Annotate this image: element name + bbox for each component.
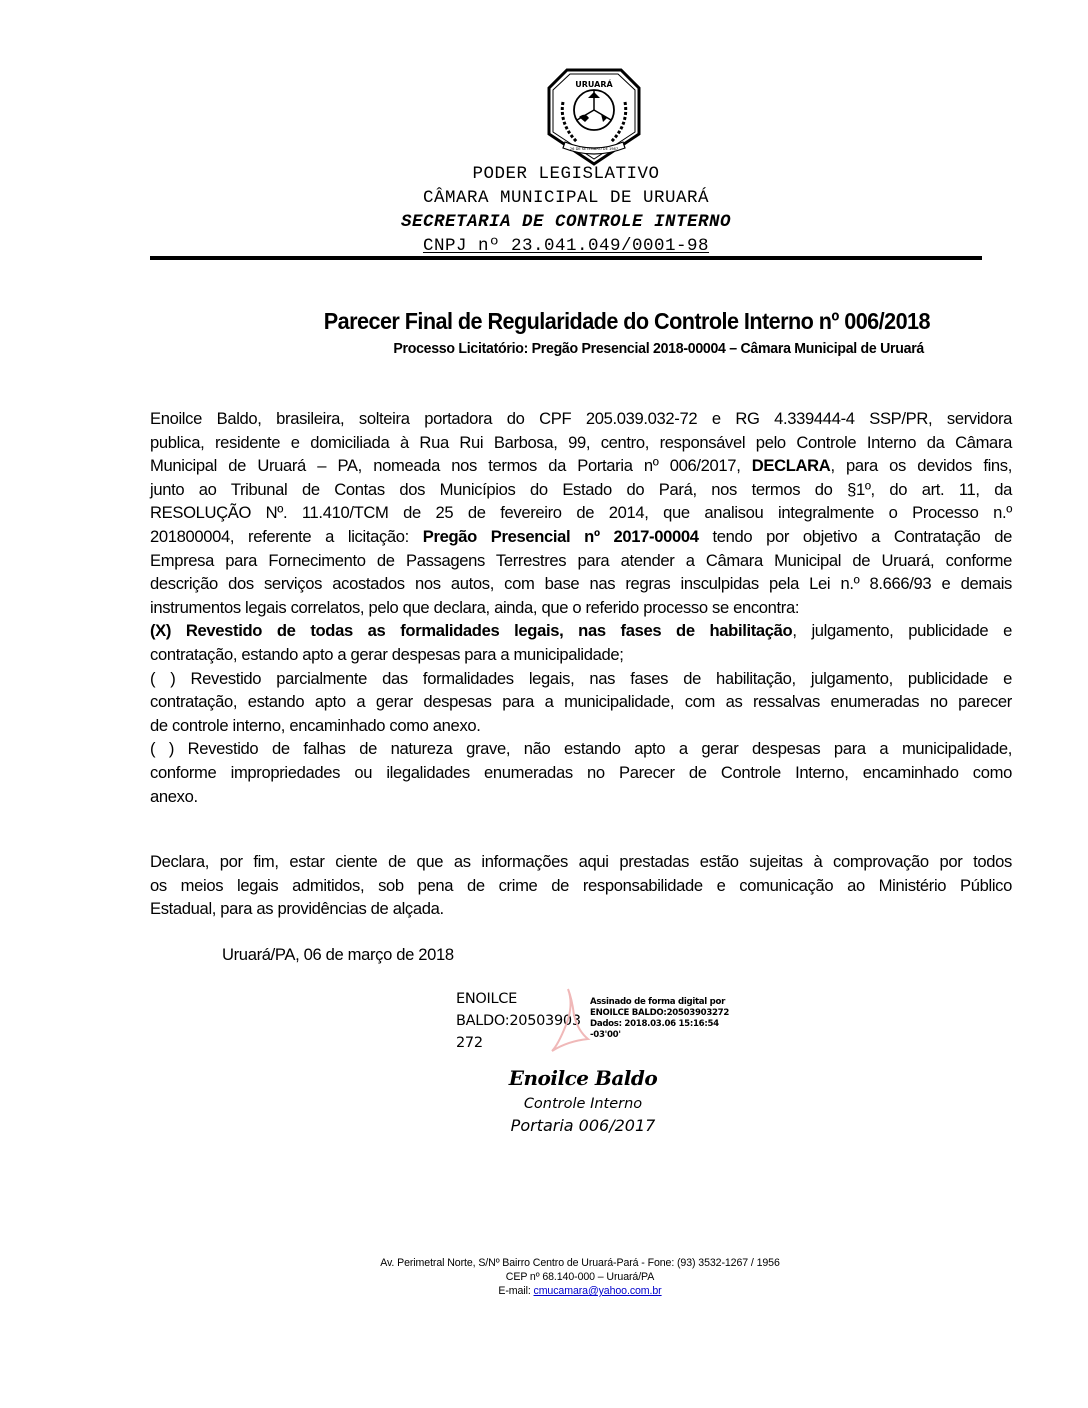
text-line (150, 501, 1012, 525)
signer-role: Controle Interno (523, 1096, 643, 1112)
text-line (150, 407, 1012, 431)
header-institution: CÂMARA MUNICIPAL DE URUARÁ (422, 188, 710, 208)
header-branch: PODER LEGISLATIVO (472, 164, 660, 184)
footer-cep: CEP nº 68.140-000 – Uruará/PA (505, 1271, 655, 1283)
municipal-crest-icon (541, 62, 647, 168)
text-line (150, 572, 1012, 596)
text-segment: anexo. (150, 786, 198, 806)
digital-signature-details (590, 997, 729, 1041)
text-line (150, 850, 1012, 874)
text-line (150, 714, 1012, 738)
option-partial (150, 667, 1012, 738)
document-subtitle: Processo Licitatório: Pregão Presencial 2018-00004 – Câmara Municipal de Uruará (393, 340, 925, 357)
text-segment: , julgamento, publicidade e (792, 621, 1012, 641)
text-segment: de controle interno, encaminhado como anexo. (150, 715, 481, 735)
declaration-paragraph (150, 407, 1012, 808)
closing-text (150, 850, 1012, 921)
crest-label: URUARÁ (575, 80, 613, 89)
crest-ribbon-text: 26 DE SETEMBRO DE 1987 (569, 147, 619, 151)
document-title: Parecer Final de Regularidade do Controle Interno nº 006/2018 (323, 308, 930, 334)
bold-text: (X) Revestido de todas as formalidades legais, nas fases de habilitação (150, 621, 793, 641)
text-line (150, 737, 1012, 761)
text-segment: Declara, por fim, estar ciente de que as informações aqui prestadas estão sujeitas à comprovação por todos (150, 852, 1012, 871)
text-line (150, 761, 1012, 785)
text-line (150, 874, 1012, 898)
text-line (150, 667, 1012, 691)
sig-detail-line: Assinado de forma digital por (590, 997, 726, 1007)
text-segment: RESOLUÇÃO Nº. 11.410/TCM de 25 de fevereiro de 2014, que analisou integralmente o Processo n.º (150, 503, 1012, 523)
text-segment: contratação, estando apto a gerar despesas para a municipalidade; (150, 644, 624, 664)
text-segment: Municipal de Uruará – PA, nomeada nos termos da Portaria nº 006/2017, (150, 456, 752, 476)
text-segment: , para os devidos fins, (830, 456, 1012, 476)
text-line (150, 643, 1012, 667)
text-segment: Enoilce Baldo, brasileira, solteira portadora do CPF 205.039.032-72 e RG 4.339444-4 SSP/PR, servidora (150, 409, 1012, 428)
footer-address: Av. Perimetral Norte, S/Nº Bairro Centro de Uruará-Pará - Fone: (93) 3532-1267 / 1956 (380, 1257, 780, 1269)
closing-paragraph (150, 850, 1012, 921)
text-line (150, 596, 1012, 620)
text-segment: instrumentos legais correlatos, pelo que declara, ainda, que o referido processo se encontra: (150, 597, 800, 617)
signer-name: Enoilce Baldo (508, 1066, 658, 1090)
text-segment: conforme impropriedades ou ilegalidades enumeradas no Parecer de Controle Interno, encaminhado como (150, 762, 1012, 782)
text-line (150, 478, 1012, 502)
text-segment: os meios legais admitidos, sob pena de crime de responsabilidade e comunicação ao Ministério Público (150, 875, 1012, 895)
header-divider (150, 256, 982, 260)
text-segment: ( ) Revestido parcialmente das formalidades legais, nas fases de habilitação, julgamento, publicidade e (150, 668, 1012, 688)
header-department: SECRETARIA DE CONTROLE INTERNO (400, 212, 732, 232)
text-line (150, 619, 1012, 643)
text-segment: descrição dos serviços acostados nos autos, com base nas regras insculpidas pela Lei n.º 8.666/93 e demais (150, 574, 1012, 594)
sig-detail-line: -03'00' (590, 1030, 621, 1040)
text-segment: Estadual, para as providências de alçada. (150, 899, 444, 919)
text-segment: contratação, estando apto a gerar despesas para a municipalidade, com as ressalvas enumeradas no parecer (150, 692, 1012, 712)
header-cnpj: CNPJ nº 23.041.049/0001-98 (422, 236, 710, 256)
option-irregular (150, 737, 1012, 808)
text-line (150, 549, 1012, 573)
footer-email-label: E-mail: (498, 1285, 534, 1297)
sig-name-line: 272 (456, 1035, 483, 1051)
text-segment: tendo por objetivo a Contratação de (698, 526, 1012, 546)
text-line (150, 525, 1012, 549)
text-segment: Empresa para Fornecimento de Passagens Terrestres para atender a Câmara Municipal de Uruará, conforme (150, 550, 1012, 570)
sig-name-line: ENOILCE (456, 991, 517, 1007)
option-regular (150, 619, 1012, 666)
text-line (150, 431, 1012, 455)
sig-name-line: BALDO:20503903 (456, 1013, 581, 1029)
text-segment: 201800004, referente a licitação: (150, 526, 423, 546)
place-date: Uruará/PA, 06 de março de 2018 (222, 945, 454, 964)
text-segment: ( ) Revestido de falhas de natureza grave, não estando apto a gerar despesas para a municipalidade, (150, 739, 1012, 759)
text-line (150, 454, 1012, 478)
text-segment: junto ao Tribunal de Contas dos Municípios do Estado do Pará, nos termos do §1º, do art. 11, da (150, 479, 1012, 499)
text-line (150, 785, 1012, 809)
text-line (150, 690, 1012, 714)
footer-email (300, 1285, 860, 1299)
footer-email-link[interactable]: cmucamara@yahoo.com.br (533, 1285, 662, 1297)
text-segment: publica, residente e domiciliada à Rua Rui Barbosa, 99, centro, responsável pelo Controle Interno da Câmara (150, 432, 1012, 452)
bold-text: DECLARA (751, 456, 831, 476)
sig-detail-line: ENOILCE BALDO:20503903272 (590, 1008, 730, 1018)
declaration-intro (150, 407, 1012, 619)
sig-detail-line: Dados: 2018.03.06 15:16:54 (590, 1019, 719, 1029)
signer-portaria: Portaria 006/2017 (510, 1116, 656, 1135)
text-line (150, 897, 1012, 921)
bold-text: Pregão Presencial nº 2017-00004 (422, 526, 699, 546)
